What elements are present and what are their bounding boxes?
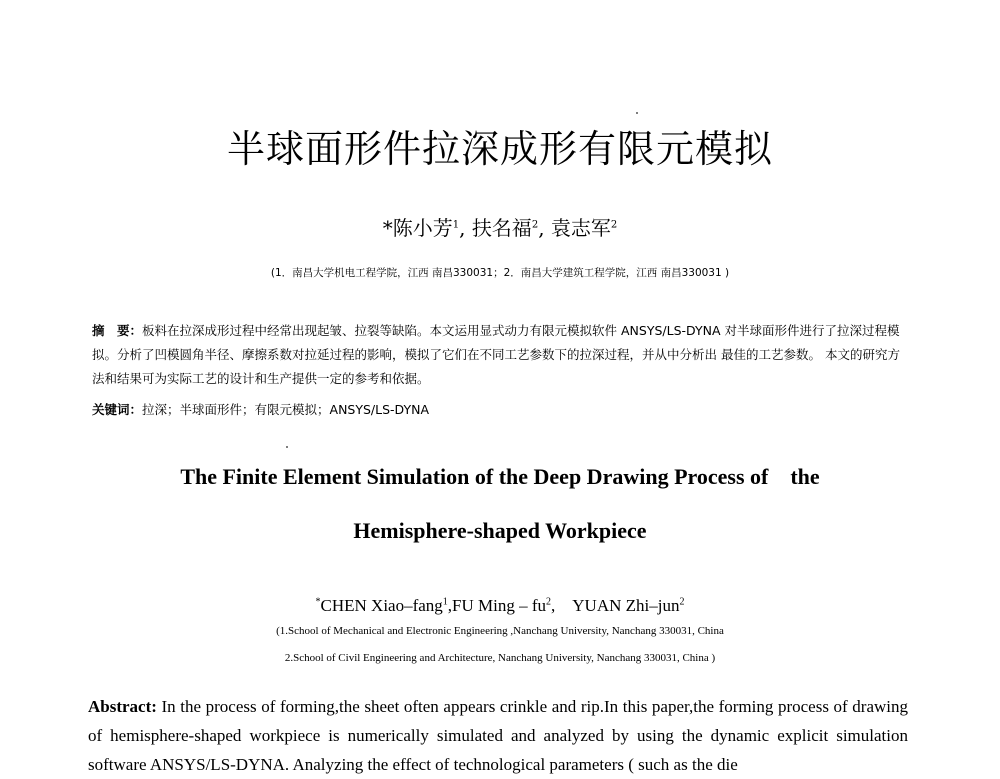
author-1-sup: 1: [452, 219, 460, 231]
author-separator: ,: [459, 216, 472, 240]
author-separator: ,: [538, 216, 551, 240]
chinese-keywords-label: 关键词：: [92, 402, 143, 417]
en-author-2-sep: ,: [551, 596, 573, 615]
en-author-1-mark: *: [315, 596, 321, 608]
author-1-name: 陈小芳: [392, 216, 453, 240]
author-3-name: 袁志军: [550, 216, 611, 240]
chinese-abstract-text: 板料在拉深成形过程中经常出现起皱、拉裂等缺陷。本文运用显式动力有限元模拟软件 ANSYS/LS-DYNA 对半球面形件进行了拉深过程模拟。分析了凹模圆角半径、摩擦系数对拉延过程的影响，模拟了它们在不同工艺参数下的拉深过程，并从中分析出 最佳的工艺参数。 本文的研究方法和结果可为实际工艺的设计和生产提供一定的参考和依据。: [92, 323, 900, 386]
scan-speck: [286, 446, 288, 448]
author-2-sup: 2: [531, 219, 539, 231]
english-affiliation-line-1: (1.School of Mechanical and Electronic Engineering ,Nanchang University, Nanchang 330031, China: [276, 625, 724, 637]
author-2-name: 扶名福: [471, 216, 532, 240]
chinese-keywords: [92, 400, 904, 420]
english-abstract-label: Abstract:: [88, 697, 157, 716]
english-authors: [0, 591, 1000, 616]
en-author-2-name: FU Ming – fu: [452, 596, 547, 615]
english-affiliation-line-2: 2.School of Civil Engineering and Architecture, Nanchang University, Nanchang 330031, China ): [284, 652, 716, 664]
chinese-abstract-label: 摘 要：: [92, 323, 143, 338]
chinese-abstract: [92, 319, 904, 391]
english-title-line-2: Hemisphere-shaped Workpiece: [353, 518, 647, 543]
chinese-title: 半球面形件拉深成形有限元模拟: [226, 127, 773, 171]
english-abstract-text: In the process of forming,the sheet often appears crinkle and rip.In this paper,the forming process of drawing of hemisphere-shaped workpiece is numerically simulated and analyzed by using the dynamic explicit simulation software ANSYS/LS-DYNA. Analyzing the effect of technological parameters ( such as the die: [88, 697, 908, 774]
en-author-1-sep: ,: [447, 596, 453, 615]
en-author-2-sup: 2: [546, 596, 552, 608]
en-author-3-name: YUAN Zhi–jun: [572, 596, 680, 615]
chinese-authors: [0, 212, 1000, 241]
author-3-sup: 2: [610, 219, 618, 231]
english-title-line-1: The Finite Element Simulation of the Deep Drawing Process of the: [180, 464, 820, 489]
en-author-1-sup: 1: [442, 596, 448, 608]
chinese-keywords-text: 拉深；半球面形件；有限元模拟；ANSYS/LS-DYNA: [142, 402, 430, 417]
scan-speck: [636, 112, 638, 114]
en-author-1-name: CHEN Xiao–fang: [320, 596, 443, 615]
english-abstract: [88, 692, 908, 779]
author-1-mark: *: [382, 216, 393, 240]
en-author-3-sup: 2: [679, 596, 685, 608]
chinese-affiliation: (1．南昌大学机电工程学院，江西 南昌330031；2．南昌大学建筑工程学院，江西 南昌330031 ): [270, 267, 730, 279]
